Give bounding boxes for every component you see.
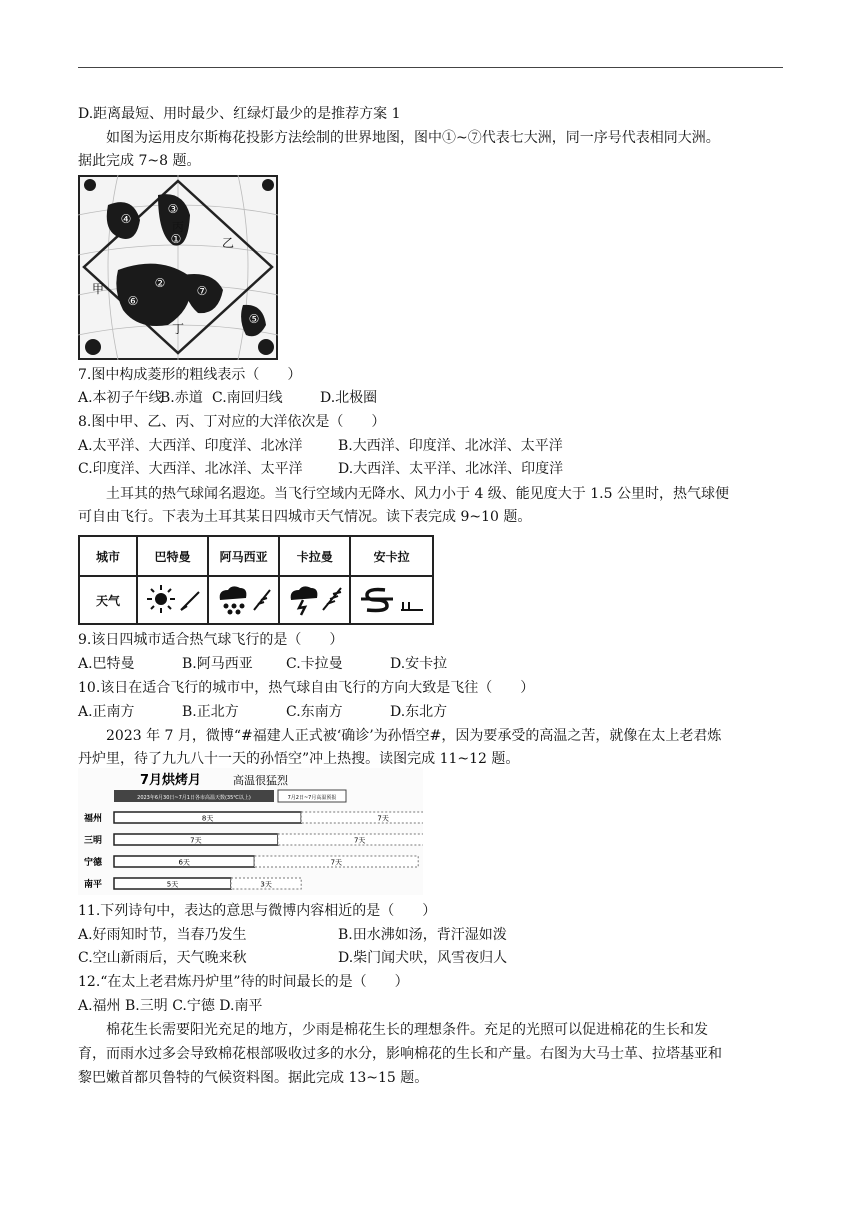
question-10-options (78, 703, 447, 721)
row-header-city: 城市 (79, 536, 137, 576)
question-11-options-row1 (78, 926, 507, 944)
ocean-label-jia: 甲 (91, 282, 105, 296)
weibo-paragraph-line2: 丹炉里，待了九九八十一天的孙悟空”冲上热搜。读图完成 11~12 题。 (78, 751, 520, 767)
world-map-figure (78, 175, 278, 360)
continent-label: ④ (120, 212, 132, 226)
option-a: A.好雨知时节，当春乃发生 (78, 927, 247, 943)
option-a: A.巴特曼 (78, 656, 135, 672)
question-11: 11.下列诗句中，表达的意思与微博内容相近的是（ ） (78, 903, 437, 919)
past-days-label: 7天 (190, 836, 202, 845)
cotton-paragraph-line3: 黎巴嫩首都贝鲁特的气候资料图。据此完成 13~15 题。 (78, 1070, 429, 1086)
question-8-options-row1 (78, 437, 563, 455)
chart-subtitle: 高温很猛烈 (233, 774, 288, 787)
chart-title: 7月烘烤月 (140, 773, 202, 788)
question-9-options (78, 655, 447, 673)
city-label: 福州 (84, 814, 103, 824)
forecast-days-bar (278, 834, 423, 845)
option-b: B.大西洋、印度洋、北冰洋、太平洋 (338, 438, 563, 454)
city-cell: 巴特曼 (137, 536, 208, 576)
city-cell: 安卡拉 (350, 536, 433, 576)
continent-label: ⑥ (127, 294, 139, 308)
question-8: 8.图中甲、乙、丙、丁对应的大洋依次是（ ） (78, 414, 386, 430)
continent-label: ① (170, 232, 182, 246)
fog-icon (357, 582, 427, 616)
weather-cell (137, 576, 208, 624)
balloon-paragraph-line1: 土耳其的热气球闻名遐迩。当飞行空域内无降水、风力小于 4 级、能见度大于 1.5 公里时，热气球便 (106, 486, 729, 502)
ocean-label-ding: 丁 (171, 322, 185, 336)
city-label: 三明 (84, 836, 103, 846)
ocean-label-yi: 乙 (221, 236, 235, 250)
row-header-weather: 天气 (79, 576, 137, 624)
continent-label: ③ (167, 202, 179, 216)
question-8-options-row2 (78, 460, 563, 478)
option-a: A.正南方 (78, 704, 135, 720)
past-days-label: 8天 (201, 814, 214, 823)
cotton-paragraph-line1: 棉花生长需要阳光充足的地方，少雨是棉花生长的理想条件。充足的光照可以促进棉花的生长和发 (106, 1022, 708, 1038)
option-a: A.太平洋、大西洋、印度洋、北冰洋 (78, 438, 303, 454)
continent-label: ② (154, 276, 166, 290)
forecast-days-bar (301, 812, 423, 823)
ocean-label-bing: 丙 (171, 220, 185, 234)
balloon-paragraph-line2: 可自由飞行。下表为土耳其某日四城市天气情况。读下表完成 9~10 题。 (78, 509, 532, 525)
heat-days-chart (78, 768, 423, 895)
option-b: B.阿马西亚 (182, 656, 253, 672)
question-7: 7.图中构成菱形的粗线表示（ ） (78, 367, 302, 383)
forecast-days-label: 7天 (353, 836, 366, 845)
question-9: 9.该日四城市适合热气球飞行的是（ ） (78, 632, 344, 648)
weather-cell (208, 576, 279, 624)
weather-cell (279, 576, 350, 624)
option-c: C.南回归线 (212, 390, 283, 406)
thunderstorm-icon (285, 582, 345, 616)
weather-table (78, 535, 434, 625)
forecast-days-label: 3天 (260, 880, 272, 889)
option-c: C.印度洋、大西洋、北冰洋、太平洋 (78, 461, 303, 477)
option-d: D.大西洋、太平洋、北冰洋、印度洋 (338, 461, 564, 477)
sunny-icon (143, 582, 203, 616)
continent-label: ⑦ (196, 284, 208, 298)
option-c: C.东南方 (286, 704, 343, 720)
option-a: A.本初子午线 (78, 390, 163, 406)
question-12-options: A.福州 B.三明 C.宁德 D.南平 (78, 998, 263, 1014)
forecast-days-label: 7天 (377, 814, 389, 823)
option-d-line: D.距离最短、用时最少、红绿灯最少的是推荐方案 1 (78, 106, 401, 122)
option-b: B.田水沸如汤，背汗湿如泼 (338, 927, 507, 943)
legend-past-label: 2023年6月30日~7月1日各市高温天数(35℃以上) (137, 795, 251, 801)
header-rule (78, 67, 783, 68)
past-days-label: 6天 (178, 858, 190, 867)
option-d: D.北极圈 (320, 390, 378, 406)
city-label: 宁德 (84, 858, 103, 868)
cotton-paragraph-line2: 育，而雨水过多会导致棉花根部吸收过多的水分，影响棉花的生长和产量。右图为大马士革、拉塔基亚和 (78, 1046, 722, 1062)
intro-paragraph-line1: 如图为运用皮尔斯梅花投影方法绘制的世界地图，图中①~⑦代表七大洲，同一序号代表相同大洲。 (106, 130, 720, 146)
option-c: C.空山新雨后，天气晚来秋 (78, 950, 247, 966)
question-11-options-row2 (78, 949, 507, 967)
weather-cell (350, 576, 433, 624)
city-label: 南平 (84, 880, 103, 890)
option-d: D.安卡拉 (390, 656, 448, 672)
option-b: B.赤道 (160, 390, 203, 406)
rain-icon (214, 582, 274, 616)
city-cell: 卡拉曼 (279, 536, 350, 576)
weibo-paragraph-line1: 2023 年 7 月，微博“#福建人正式被‘确诊’为孙悟空#，因为要承受的高温之苦，就像在太上老君炼 (106, 728, 722, 744)
option-d: D.柴门闻犬吠，风雪夜归人 (338, 950, 508, 966)
intro-paragraph-line2: 据此完成 7~8 题。 (78, 153, 201, 169)
question-7-options (78, 389, 377, 407)
question-12: 12.“在太上老君炼丹炉里”待的时间最长的是（ ） (78, 974, 409, 990)
forecast-days-label: 7天 (330, 858, 343, 867)
past-days-label: 5天 (166, 880, 179, 889)
continent-label: ⑤ (248, 312, 260, 326)
city-cell: 阿马西亚 (208, 536, 279, 576)
legend-forecast-label: 7月2日~7月高温预报 (287, 795, 337, 801)
question-10: 10.该日在适合飞行的城市中，热气球自由飞行的方向大致是飞往（ ） (78, 680, 535, 696)
option-c: C.卡拉曼 (286, 656, 343, 672)
option-b: B.正北方 (182, 704, 239, 720)
option-d: D.东北方 (390, 704, 448, 720)
